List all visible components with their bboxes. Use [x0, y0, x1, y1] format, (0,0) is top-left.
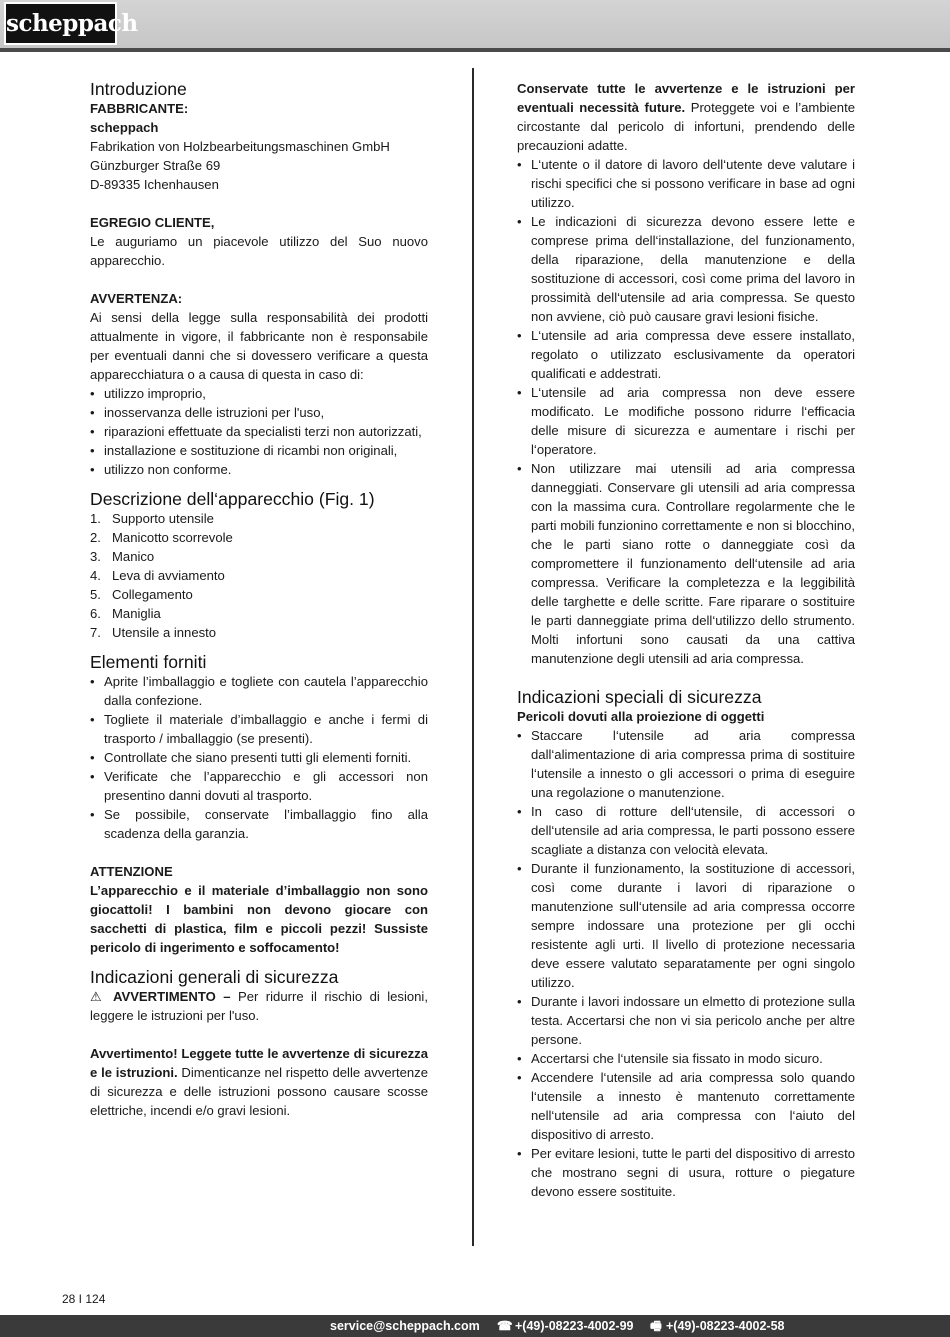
keep-list [517, 155, 855, 668]
warning-label: AVVERTENZA: [90, 291, 183, 306]
manufacturer-label: FABBRICANTE: [90, 101, 189, 116]
list-item: • Per evitare lesioni, tutte le parti del dispositivo di arresto che mostrano segni di usura, rotture o piegature devono essere sostituite. [517, 1144, 855, 1201]
left-column [90, 79, 428, 1120]
list-item: 2. Manicotto scorrevole [90, 530, 233, 545]
special-safety-heading: Indicazioni speciali di sicurezza [517, 687, 762, 707]
read-instructions: Avvertimento! Leggete tutte le avvertenze di sicurezza e le istruzioni. Dimenticanze nel rispetto delle avvertenze di sicurezza e delle istruzioni possono causare scosse elettriche, incendi e/o gravi lesioni. [90, 1046, 428, 1118]
list-item: • Verificate che l’apparecchio e gli accessori non presentino danni dovuti al trasporto. [90, 767, 428, 805]
list-item: • Staccare l‘utensile ad aria compressa dall‘alimentazione di aria compressa prima di sostituire l‘utensile a innesto o gli accessori o prima di eseguire una regolazione o manutenzione. [517, 726, 855, 802]
list-item: • In caso di rotture dell‘utensile, di accessori o dell‘utensile ad aria compressa, le parti possono essere scagliate a distanza con velocità elevata. [517, 802, 855, 859]
list-item: • L‘utensile ad aria compressa deve essere installato, regolato o utilizzato esclusivamente da operatori qualificati e addestrati. [517, 326, 855, 383]
list-item: • Durante i lavori indossare un elmetto di protezione sulla testa. Accertarsi che non vi sia pericolo anche per altre persone. [517, 992, 855, 1049]
general-warning: ⚠ AVVERTIMENTO – Per ridurre il rischio di lesioni, leggere le istruzioni per l'uso. [90, 989, 428, 1023]
address-line-3: D-89335 Ichenhausen [90, 177, 219, 192]
intro-heading: Introduzione [90, 79, 187, 99]
list-item: • riparazioni effettuate da specialisti terzi non autorizzati, [90, 422, 428, 441]
warning-text: Ai sensi della legge sulla responsabilità dei prodotti attualmente in vigore, il fabbricante non è responsabile per eventuali danni che si dovessero verificare a questa apparecchiatura o a causa di questa in caso di: [90, 310, 428, 382]
list-item: • utilizzo non conforme. [90, 460, 428, 479]
special-safety-list [517, 726, 855, 1201]
list-item: • inosservanza delle istruzioni per l'uso, [90, 403, 428, 422]
general-safety-heading: Indicazioni generali di sicurezza [90, 967, 339, 987]
header-rule [0, 48, 950, 52]
footer-fax: +(49)-08223-4002-58 [666, 1319, 785, 1333]
list-item: • L‘utensile ad aria compressa non deve essere modificato. Le modifiche possono ridurre l‘efficacia delle misure di sicurezza e aumentare i rischi per l‘operatore. [517, 383, 855, 459]
list-item: • installazione e sostituzione di ricambi non originali, [90, 441, 428, 460]
scheppach-logo: scheppach [4, 2, 117, 45]
footer-email: service@scheppach.com [330, 1319, 480, 1333]
list-item: • Accendere l‘utensile ad aria compressa solo quando l‘utensile a innesto è mantenuto correttamente nell‘utensile ad aria compressa con l‘aiuto del dispositivo di arresto. [517, 1068, 855, 1144]
footer-phone: +(49)-08223-4002-99 [515, 1319, 634, 1333]
list-item: • Non utilizzare mai utensili ad aria compressa danneggiati. Conservare gli utensili ad aria compressa con la massima cura. Controllare regolarmente che le parti mobili funzionino correttamente e non si blocchino, che le parti siano rotte o danneggiate così da compromettere il funzionamento dell‘utensile ad aria compressa. Verificare la completezza e la leggibilità delle targhette e delle scritte. Fare riparare o sostituire le parti danneggiate prima dell‘utilizzo dello strumento. Molti infortuni sono causati da una cattiva manutenzione degli utensili ad aria compressa. [517, 459, 855, 668]
supplied-list [90, 672, 428, 843]
customer-label: EGREGIO CLIENTE, [90, 215, 215, 230]
list-item: • Se possibile, conservate l’imballaggio fino alla scadenza della garanzia. [90, 805, 428, 843]
page-header [0, 0, 950, 48]
list-item: • Accertarsi che l‘utensile sia fissato in modo sicuro. [517, 1049, 855, 1068]
attention-label: ATTENZIONE [90, 864, 173, 879]
list-item: • Le indicazioni di sicurezza devono essere lette e comprese prima dell‘installazione, del funzionamento, della riparazione, della manutenzione e della sostituzione di accessori, così come prima del lavoro in prossimità dell‘utensile ad aria compressa. Se questo non avviene, ciò può causare gravi lesioni fisiche. [517, 212, 855, 326]
special-safety-subtitle: Pericoli dovuti alla proiezione di oggetti [517, 709, 765, 724]
supplied-heading: Elementi forniti [90, 652, 207, 672]
warning-triangle-icon: ⚠ [90, 989, 113, 1004]
phone-icon: ☎ [497, 1319, 513, 1333]
customer-text: Le auguriamo un piacevole utilizzo del Suo nuovo apparecchio. [90, 234, 428, 268]
page-number: 28 I 124 [62, 1292, 106, 1306]
list-item: • utilizzo improprio, [90, 384, 428, 403]
list-item: 7. Utensile a innesto [90, 625, 217, 640]
list-item: 4. Leva di avviamento [90, 568, 225, 583]
list-item: • L‘utente o il datore di lavoro dell‘utente deve valutare i rischi specifici che si possono verificare in base ad ogni utilizzo. [517, 155, 855, 212]
list-item: 1. Supporto utensile [90, 511, 214, 526]
list-item: 3. Manico [90, 549, 155, 564]
list-item: • Togliete il materiale d’imballaggio e anche i fermi di trasporto / imballaggio (se presenti). [90, 710, 428, 748]
keep-instructions: Conservate tutte le avvertenze e le istruzioni per eventuali necessità future. Proteggete voi e l’ambiente circostante dal pericolo di infortuni, prendendo delle precauzioni adatte. [517, 81, 855, 153]
page-footer [0, 1315, 950, 1337]
description-heading: Descrizione dell‘apparecchio (Fig. 1) [90, 489, 375, 509]
list-item: • Aprite l’imballaggio e togliete con cautela l’apparecchio dalla confezione. [90, 672, 428, 710]
fax-icon: 🖷 [650, 1319, 662, 1333]
address-line-2: Günzburger Straße 69 [90, 158, 221, 173]
parts-list [90, 509, 428, 642]
address-line-1: Fabrikation von Holzbearbeitungsmaschinen GmbH [90, 139, 390, 154]
column-divider [472, 68, 474, 1246]
attention-text: L’apparecchio e il materiale d’imballaggio non sono giocattoli! I bambini non devono giocare con sacchetti di plastica, film e piccoli pezzi! Sussiste pericolo di ingerimento e soffocamento! [90, 883, 428, 955]
list-item: 5. Collegamento [90, 587, 193, 602]
company-name: scheppach [90, 120, 159, 135]
list-item: • Durante il funzionamento, la sostituzione di accessori, così come durante i lavori di riparazione o manutenzione sull‘utensile ad aria compressa occorre sempre indossare una protezione per gli occhi resistente agli urti. Il livello di protezione necessaria deve essere valutato separatamente per ogni singolo utilizzo. [517, 859, 855, 992]
list-item: • Controllate che siano presenti tutti gli elementi forniti. [90, 748, 428, 767]
warning-list [90, 384, 428, 479]
right-column [517, 79, 855, 1201]
list-item: 6. Maniglia [90, 606, 161, 621]
